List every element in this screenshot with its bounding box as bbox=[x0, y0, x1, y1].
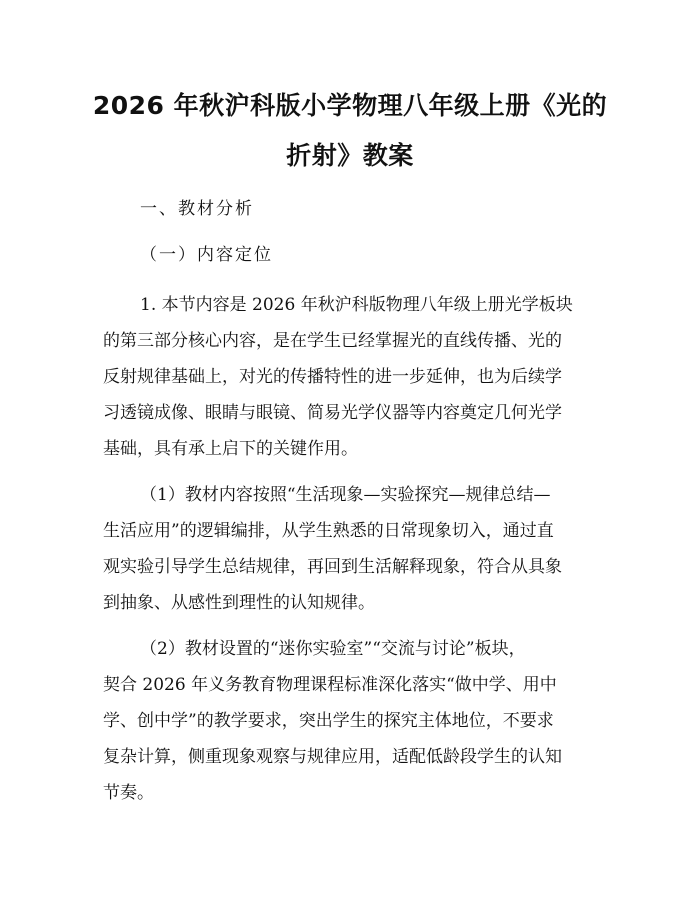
paragraph-1-line: 习透镜成像、眼睛与眼镜、简易光学仪器等内容奠定几何光学 bbox=[103, 403, 562, 423]
paragraph-2-line: 生活应用”的逻辑编排，从学生熟悉的日常现象切入，通过直 bbox=[103, 521, 554, 541]
paragraph-3-line: 复杂计算，侧重现象观察与规律应用，适配低龄段学生的认知 bbox=[103, 747, 562, 767]
paragraph-3-line: 契合 2026 年义务教育物理课程标准深化落实“做中学、用中 bbox=[103, 675, 557, 695]
document-title-line-1: 2026 年秋沪科版小学物理八年级上册《光的 bbox=[92, 91, 608, 120]
paragraph-1-line: 1. 本节内容是 2026 年秋沪科版物理八年级上册光学板块 bbox=[140, 295, 573, 315]
paragraph-1-line: 的第三部分核心内容，是在学生已经掌握光的直线传播、光的 bbox=[103, 331, 562, 351]
subsection-heading-content-positioning: （一）内容定位 bbox=[140, 245, 273, 265]
paragraph-1-line: 反射规律基础上，对光的传播特性的进一步延伸，也为后续学 bbox=[103, 367, 562, 387]
paragraph-3-line: 学、创中学”的教学要求，突出学生的探究主体地位，不要求 bbox=[103, 711, 554, 731]
paragraph-2-line: （1）教材内容按照“生活现象—实验探究—规律总结— bbox=[140, 485, 551, 505]
paragraph-3-line: （2）教材设置的“迷你实验室”“交流与讨论”板块， bbox=[140, 639, 526, 659]
paragraph-2-line: 到抽象、从感性到理性的认知规律。 bbox=[103, 593, 375, 613]
paragraph-3-line: 节奏。 bbox=[103, 783, 154, 803]
paragraph-2-line: 观实验引导学生总结规律，再回到生活解释现象，符合从具象 bbox=[103, 557, 562, 577]
document-title-line-2: 折射》教案 bbox=[286, 141, 414, 170]
paragraph-1-line: 基础，具有承上启下的关键作用。 bbox=[103, 439, 358, 459]
section-heading-textbook-analysis: 一、教材分析 bbox=[140, 199, 254, 219]
